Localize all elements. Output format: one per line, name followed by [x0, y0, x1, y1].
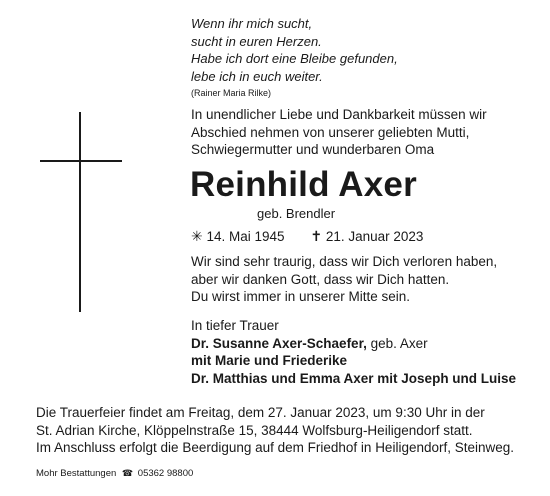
birth-date: 14. Mai 1945 [206, 229, 285, 244]
birth-name: geb. Brendler [257, 206, 336, 221]
sorrow-text [191, 253, 497, 306]
intro-line: Schwiegermutter und wunderbaren Oma [191, 142, 435, 157]
birth-star-icon: ✳ [191, 228, 203, 244]
undertaker-footer [36, 467, 193, 480]
mourner-line [191, 370, 516, 388]
mourner-family: Dr. Matthias und Emma Axer mit Joseph und Luise [191, 370, 517, 386]
funeral-line: St. Adrian Kirche, Klöppelnstraße 15, 38444 Wolfsburg-Heiligendorf statt. [36, 422, 473, 438]
mourner-birth-name: geb. Axer [366, 335, 428, 351]
mourner-name: Dr. Susanne Axer-Schaefer, [191, 335, 367, 351]
telephone-icon: ☎ [121, 468, 134, 478]
death-cross-icon: ✝ [310, 228, 323, 244]
sorrow-line: Du wirst immer in unserer Mitte sein. [191, 289, 411, 304]
cross-horizontal-bar [40, 160, 122, 162]
poem-line: lebe ich in euch weiter. [191, 68, 323, 84]
funeral-line: Im Anschluss erfolgt die Beerdigung auf dem Friedhof in Heiligendorf, Steinweg. [36, 440, 515, 455]
mourner-line [191, 352, 516, 370]
deceased-name: Reinhild Axer [190, 165, 417, 204]
poem-author: (Rainer Maria Rilke) [191, 88, 272, 98]
intro-line: Abschied nehmen von unserer geliebten Mutti, [191, 124, 470, 140]
sorrow-line: aber wir danken Gott, dass wir Dich hatten. [191, 271, 450, 287]
poem-line: Wenn ihr mich sucht, [191, 16, 313, 31]
death-date: 21. Januar 2023 [325, 229, 424, 244]
undertaker-name: Mohr Bestattungen [36, 468, 117, 479]
funeral-line: Die Trauerfeier findet am Freitag, dem 27. Januar 2023, um 9:30 Uhr in der [36, 405, 485, 420]
undertaker-phone: 05362 98800 [137, 468, 194, 479]
cross-vertical-bar [79, 112, 81, 312]
life-dates [191, 228, 423, 245]
mourner-line [191, 335, 516, 353]
mourners-heading: In tiefer Trauer [191, 318, 279, 333]
intro-text [191, 106, 536, 159]
funeral-info [36, 404, 536, 457]
poem [191, 15, 531, 99]
mourner-children: mit Marie und Friederike [191, 353, 348, 368]
poem-line: sucht in euren Herzen. [191, 33, 322, 49]
poem-line: Habe ich dort eine Bleibe gefunden, [191, 51, 398, 66]
mourners [191, 317, 516, 387]
sorrow-line: Wir sind sehr traurig, dass wir Dich verloren haben, [191, 254, 498, 269]
intro-line: In unendlicher Liebe und Dankbarkeit müssen wir [191, 107, 487, 122]
